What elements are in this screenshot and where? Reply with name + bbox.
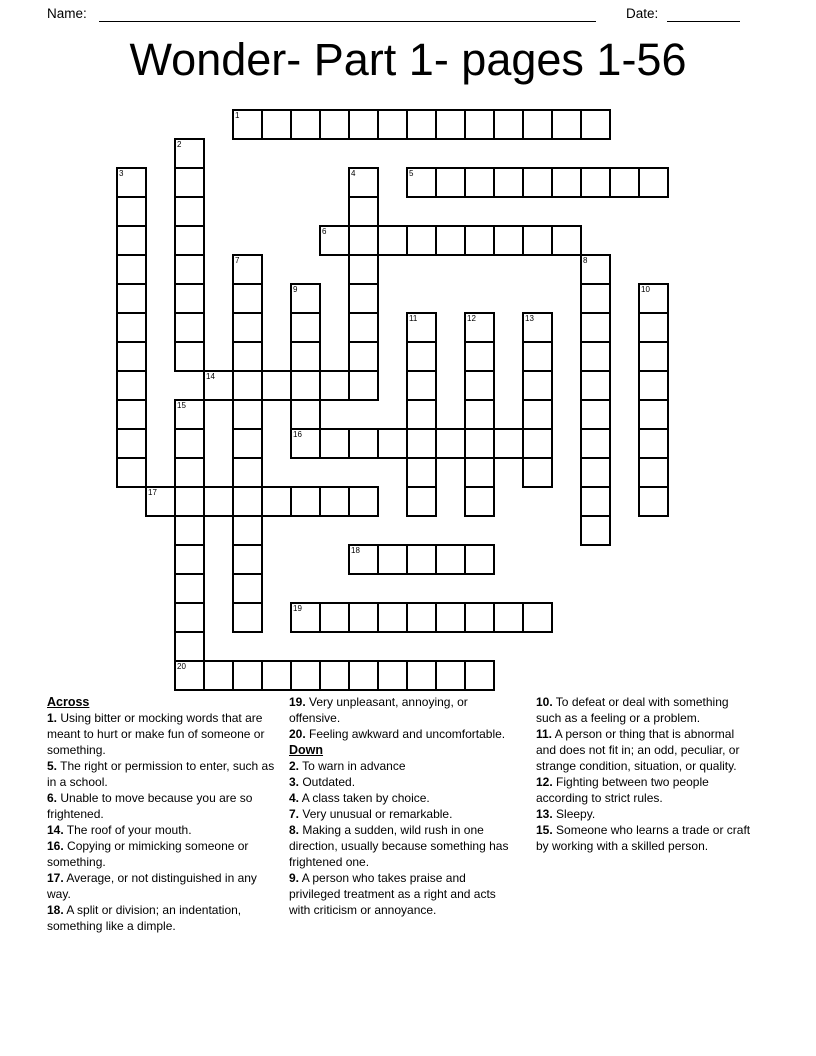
grid-cell[interactable] [233, 487, 262, 516]
grid-cell[interactable] [639, 487, 668, 516]
clue-item: 8. Making a sudden, wild rush in one direction, usually because something has frightened one. [289, 823, 509, 869]
grid-cell[interactable] [639, 168, 668, 197]
grid-cell[interactable] [465, 168, 494, 197]
grid-cell[interactable] [233, 313, 262, 342]
grid-cell[interactable] [233, 574, 262, 603]
grid-cell[interactable] [291, 603, 320, 632]
clue-item: 15. Someone who learns a trade or craft by working with a skilled person. [536, 823, 751, 853]
grid-cell[interactable] [349, 342, 378, 371]
grid-cell[interactable] [581, 516, 610, 545]
grid-cell[interactable] [639, 400, 668, 429]
grid-cell[interactable] [407, 168, 436, 197]
clue-item: 18. A split or division; an indentation, something like a dimple. [47, 903, 242, 933]
cell-number: 20 [177, 662, 186, 671]
grid-cell[interactable] [117, 197, 146, 226]
clue-column-1 [47, 694, 284, 934]
grid-cell[interactable] [552, 110, 581, 139]
grid-cell[interactable] [117, 284, 146, 313]
name-label: Name: [47, 6, 87, 21]
grid-cell[interactable] [117, 371, 146, 400]
grid-cell[interactable] [233, 400, 262, 429]
grid-cell[interactable] [117, 168, 146, 197]
grid-cell[interactable] [117, 400, 146, 429]
grid-cell[interactable] [523, 371, 552, 400]
grid-cell[interactable] [291, 284, 320, 313]
grid-cell[interactable] [175, 139, 204, 168]
cell-number: 15 [177, 401, 186, 410]
grid-cell[interactable] [523, 429, 552, 458]
grid-cell[interactable] [233, 342, 262, 371]
grid-cell[interactable] [320, 226, 349, 255]
grid-cell[interactable] [320, 371, 349, 400]
grid-cell[interactable] [436, 429, 465, 458]
grid-cell[interactable] [262, 371, 291, 400]
grid-cell[interactable] [523, 168, 552, 197]
clue-item: 12. Fighting between two people according to strict rules. [536, 775, 709, 805]
grid-cell[interactable] [204, 371, 233, 400]
grid-cell[interactable] [291, 429, 320, 458]
grid-cell[interactable] [175, 168, 204, 197]
grid-cell[interactable] [494, 110, 523, 139]
clue-item: 14. The roof of your mouth. [47, 823, 192, 837]
cell-number: 6 [322, 227, 327, 236]
clue-item: 11. A person or thing that is abnormal and does not fit in; an odd, peculiar, or strange condition, situation, or quality. [536, 727, 740, 773]
grid-cell[interactable] [581, 371, 610, 400]
clue-item: 13. Sleepy. [536, 807, 596, 821]
grid-cell[interactable] [233, 284, 262, 313]
grid-cell[interactable] [552, 168, 581, 197]
grid-cell[interactable] [175, 197, 204, 226]
cell-number: 3 [119, 169, 124, 178]
grid-cell[interactable] [320, 661, 349, 690]
grid-cell[interactable] [349, 603, 378, 632]
cell-number: 7 [235, 256, 240, 265]
grid-cell[interactable] [175, 400, 204, 429]
clue-item: 1. Using bitter or mocking words that are meant to hurt or make fun of someone or something. [47, 711, 265, 757]
cell-number: 1 [235, 111, 240, 120]
date-label: Date: [626, 6, 659, 21]
grid-cell[interactable] [349, 284, 378, 313]
grid-cell[interactable] [175, 487, 204, 516]
grid-cell[interactable] [233, 371, 262, 400]
clue-item: 17. Average, or not distinguished in any way. [47, 871, 257, 901]
grid-cell[interactable] [233, 603, 262, 632]
grid-cell[interactable] [494, 226, 523, 255]
grid-cell[interactable] [465, 400, 494, 429]
grid-cell[interactable] [320, 487, 349, 516]
grid-cell[interactable] [233, 429, 262, 458]
grid-cell[interactable] [378, 545, 407, 574]
cell-number: 11 [409, 314, 418, 323]
grid-cell[interactable] [378, 226, 407, 255]
grid-cell[interactable] [320, 603, 349, 632]
grid-cell[interactable] [407, 226, 436, 255]
grid-cell[interactable] [465, 110, 494, 139]
grid-cell[interactable] [407, 342, 436, 371]
cell-number: 10 [641, 285, 650, 294]
name-fill-line[interactable] [99, 5, 596, 22]
cell-number: 8 [583, 256, 588, 265]
grid-cell[interactable] [581, 313, 610, 342]
grid-cell[interactable] [436, 110, 465, 139]
grid-cell[interactable] [523, 110, 552, 139]
grid-cell[interactable] [175, 342, 204, 371]
grid-cell[interactable] [639, 313, 668, 342]
date-fill-line[interactable] [667, 5, 740, 22]
grid-cell[interactable] [465, 313, 494, 342]
grid-cell[interactable] [291, 661, 320, 690]
grid-cell[interactable] [436, 226, 465, 255]
grid-cell[interactable] [349, 487, 378, 516]
grid-cell[interactable] [465, 661, 494, 690]
grid-cell[interactable] [523, 226, 552, 255]
grid-cell[interactable] [175, 313, 204, 342]
clue-item: 4. A class taken by choice. [289, 791, 430, 805]
grid-cell[interactable] [639, 458, 668, 487]
grid-cell[interactable] [407, 458, 436, 487]
grid-cell[interactable] [407, 429, 436, 458]
grid-cell[interactable] [291, 400, 320, 429]
grid-cell[interactable] [175, 545, 204, 574]
grid-cell[interactable] [349, 168, 378, 197]
grid-cell[interactable] [581, 255, 610, 284]
grid-cell[interactable] [349, 226, 378, 255]
grid-cell[interactable] [175, 429, 204, 458]
grid-cell[interactable] [465, 545, 494, 574]
clue-item: 16. Copying or mimicking someone or something. [47, 839, 249, 869]
grid-cell[interactable] [407, 661, 436, 690]
grid-cell[interactable] [175, 458, 204, 487]
clue-item: 3. Outdated. [289, 775, 356, 789]
grid-cell[interactable] [436, 545, 465, 574]
clue-item: 9. A person who takes praise and privileged treatment as a right and acts with criticism or annoyance. [289, 871, 496, 917]
grid-cell[interactable] [465, 603, 494, 632]
grid-cell[interactable] [291, 342, 320, 371]
clue-column-3 [536, 694, 754, 854]
grid-cell[interactable] [407, 110, 436, 139]
grid-cell[interactable] [175, 603, 204, 632]
grid-cell[interactable] [291, 371, 320, 400]
grid-cell[interactable] [175, 226, 204, 255]
down-header: Down [289, 743, 324, 757]
grid-cell[interactable] [349, 197, 378, 226]
cell-number: 2 [177, 140, 182, 149]
grid-cell[interactable] [291, 487, 320, 516]
grid-cell[interactable] [581, 487, 610, 516]
grid-cell[interactable] [349, 545, 378, 574]
cell-number: 4 [351, 169, 356, 178]
grid-cell[interactable] [581, 168, 610, 197]
cell-number: 17 [148, 488, 157, 497]
grid-cell[interactable] [204, 661, 233, 690]
clue-item: 7. Very unusual or remarkable. [289, 807, 453, 821]
grid-cell[interactable] [436, 603, 465, 632]
grid-cell[interactable] [407, 487, 436, 516]
grid-cell[interactable] [349, 255, 378, 284]
grid-cell[interactable] [349, 371, 378, 400]
grid-cell[interactable] [175, 661, 204, 690]
grid-cell[interactable] [291, 313, 320, 342]
cell-number: 16 [293, 430, 302, 439]
grid-cell[interactable] [117, 458, 146, 487]
grid-cell[interactable] [117, 429, 146, 458]
grid-cell[interactable] [320, 110, 349, 139]
grid-cell[interactable] [639, 371, 668, 400]
grid-cell[interactable] [233, 516, 262, 545]
grid-cell[interactable] [465, 458, 494, 487]
grid-cell[interactable] [494, 168, 523, 197]
grid-cell[interactable] [291, 110, 320, 139]
grid-cell[interactable] [523, 313, 552, 342]
grid-cell[interactable] [175, 255, 204, 284]
grid-cell[interactable] [378, 110, 407, 139]
grid-cell[interactable] [581, 458, 610, 487]
grid-cell[interactable] [465, 226, 494, 255]
grid-cell[interactable] [581, 110, 610, 139]
grid-cell[interactable] [436, 661, 465, 690]
grid-cell[interactable] [349, 429, 378, 458]
grid-cell[interactable] [407, 545, 436, 574]
grid-cell[interactable] [494, 429, 523, 458]
grid-cell[interactable] [581, 284, 610, 313]
grid-cell[interactable] [233, 545, 262, 574]
clue-item: 20. Feeling awkward and uncomfortable. [289, 727, 506, 741]
grid-cell[interactable] [233, 661, 262, 690]
grid-cell[interactable] [320, 429, 349, 458]
grid-cell[interactable] [146, 487, 175, 516]
grid-cell[interactable] [465, 487, 494, 516]
clue-item: 6. Unable to move because you are so frightened. [47, 791, 253, 821]
cell-number: 9 [293, 285, 298, 294]
grid-cell[interactable] [407, 313, 436, 342]
grid-cell[interactable] [262, 110, 291, 139]
grid-cell[interactable] [581, 400, 610, 429]
grid-cell[interactable] [494, 603, 523, 632]
grid-cell[interactable] [407, 371, 436, 400]
grid-cell[interactable] [378, 661, 407, 690]
cell-number: 12 [467, 314, 476, 323]
grid-cell[interactable] [436, 168, 465, 197]
grid-cell[interactable] [175, 516, 204, 545]
grid-cell[interactable] [523, 342, 552, 371]
cell-number: 19 [293, 604, 302, 613]
grid-cell[interactable] [552, 226, 581, 255]
grid-cell[interactable] [407, 400, 436, 429]
grid-cell[interactable] [523, 603, 552, 632]
grid-cell[interactable] [378, 429, 407, 458]
grid-cell[interactable] [117, 255, 146, 284]
grid-cell[interactable] [349, 313, 378, 342]
clue-item: 19. Very unpleasant, annoying, or offensive. [289, 695, 468, 725]
clue-item: 10. To defeat or deal with something such as a feeling or a problem. [536, 695, 729, 725]
grid-cell[interactable] [465, 371, 494, 400]
across-header: Across [47, 695, 90, 709]
grid-cell[interactable] [204, 487, 233, 516]
grid-cell[interactable] [581, 342, 610, 371]
grid-cell[interactable] [407, 603, 436, 632]
clue-column-2 [289, 694, 517, 918]
grid-cell[interactable] [523, 400, 552, 429]
grid-cell[interactable] [581, 429, 610, 458]
grid-cell[interactable] [349, 661, 378, 690]
grid-cell[interactable] [639, 342, 668, 371]
cell-number: 14 [206, 372, 215, 381]
grid-cell[interactable] [349, 110, 378, 139]
clue-item: 2. To warn in advance [289, 759, 406, 773]
grid-cell[interactable] [523, 458, 552, 487]
cell-number: 18 [351, 546, 360, 555]
grid-cell[interactable] [378, 603, 407, 632]
crossword-grid [117, 110, 668, 690]
grid-cell[interactable] [117, 226, 146, 255]
page-title: Wonder- Part 1- pages 1-56 [129, 34, 687, 85]
cell-number: 5 [409, 169, 414, 178]
grid-cell[interactable] [465, 342, 494, 371]
grid-cell[interactable] [262, 487, 291, 516]
grid-cell[interactable] [175, 284, 204, 313]
grid-cell[interactable] [262, 661, 291, 690]
grid-cell[interactable] [175, 632, 204, 661]
grid-cell[interactable] [639, 429, 668, 458]
grid-cell[interactable] [117, 342, 146, 371]
grid-cell[interactable] [233, 110, 262, 139]
grid-cell[interactable] [610, 168, 639, 197]
grid-cell[interactable] [639, 284, 668, 313]
cell-number: 13 [525, 314, 534, 323]
grid-cell[interactable] [233, 255, 262, 284]
grid-cell[interactable] [175, 574, 204, 603]
clue-item: 5. The right or permission to enter, such as in a school. [47, 759, 275, 789]
grid-cell[interactable] [233, 458, 262, 487]
grid-cell[interactable] [465, 429, 494, 458]
grid-cell[interactable] [117, 313, 146, 342]
